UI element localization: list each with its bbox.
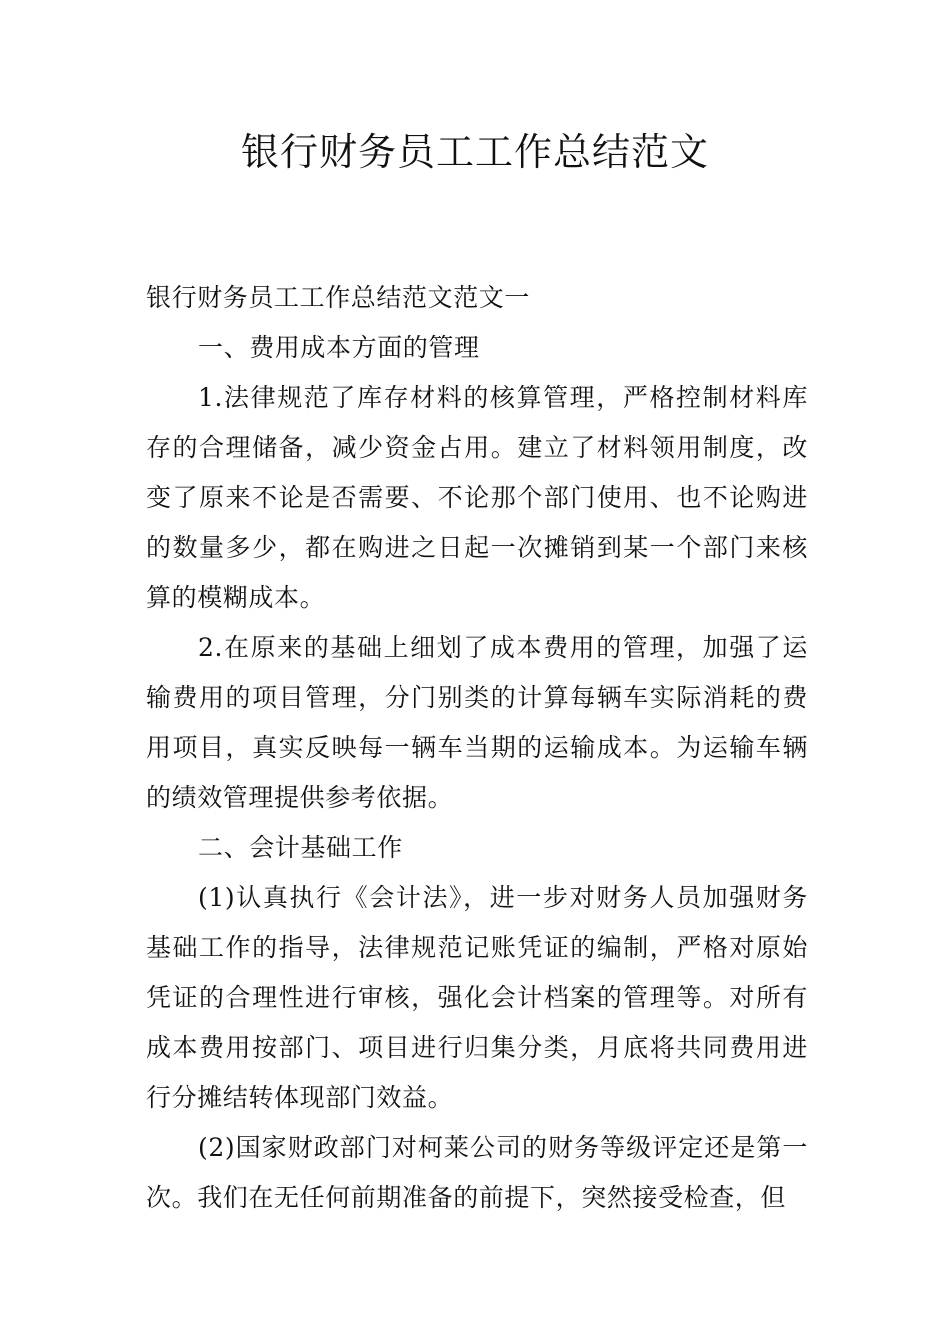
section-subtitle: 银行财务员工工作总结范文范文一: [146, 283, 531, 312]
heading-accounting-basics: 二、会计基础工作: [198, 833, 403, 862]
heading-cost-management: 一、费用成本方面的管理: [198, 333, 480, 362]
document-title: 银行财务员工工作总结范文: [240, 130, 709, 174]
document-body: [146, 273, 808, 1223]
paragraph-transport-cost: 2.在原来的基础上细划了成本费用的管理，加强了运输费用的项目管理，分门别类的计算每辆车实际消耗的费用项目，真实反映每一辆车当期的运输成本。为运输车辆的绩效管理提供参考依据。: [146, 633, 808, 812]
paragraph-financial-rating: (2)国家财政部门对柯莱公司的财务等级评定还是第一次。我们在无任何前期准备的前提下，突然接受检查，但: [146, 1133, 808, 1212]
paragraph-inventory: 1.法律规范了库存材料的核算管理，严格控制材料库存的合理储备，减少资金占用。建立了材料领用制度，改变了原来不论是否需要、不论那个部门使用、也不论购进的数量多少，都在购进之日起一次摊销到某一个部门来核算的模糊成本。: [146, 383, 808, 612]
paragraph-accounting-law: (1)认真执行《会计法》，进一步对财务人员加强财务基础工作的指导，法律规范记账凭证的编制，严格对原始凭证的合理性进行审核，强化会计档案的管理等。对所有成本费用按部门、项目进行归集分类，月底将共同费用进行分摊结转体现部门效益。: [146, 883, 808, 1112]
